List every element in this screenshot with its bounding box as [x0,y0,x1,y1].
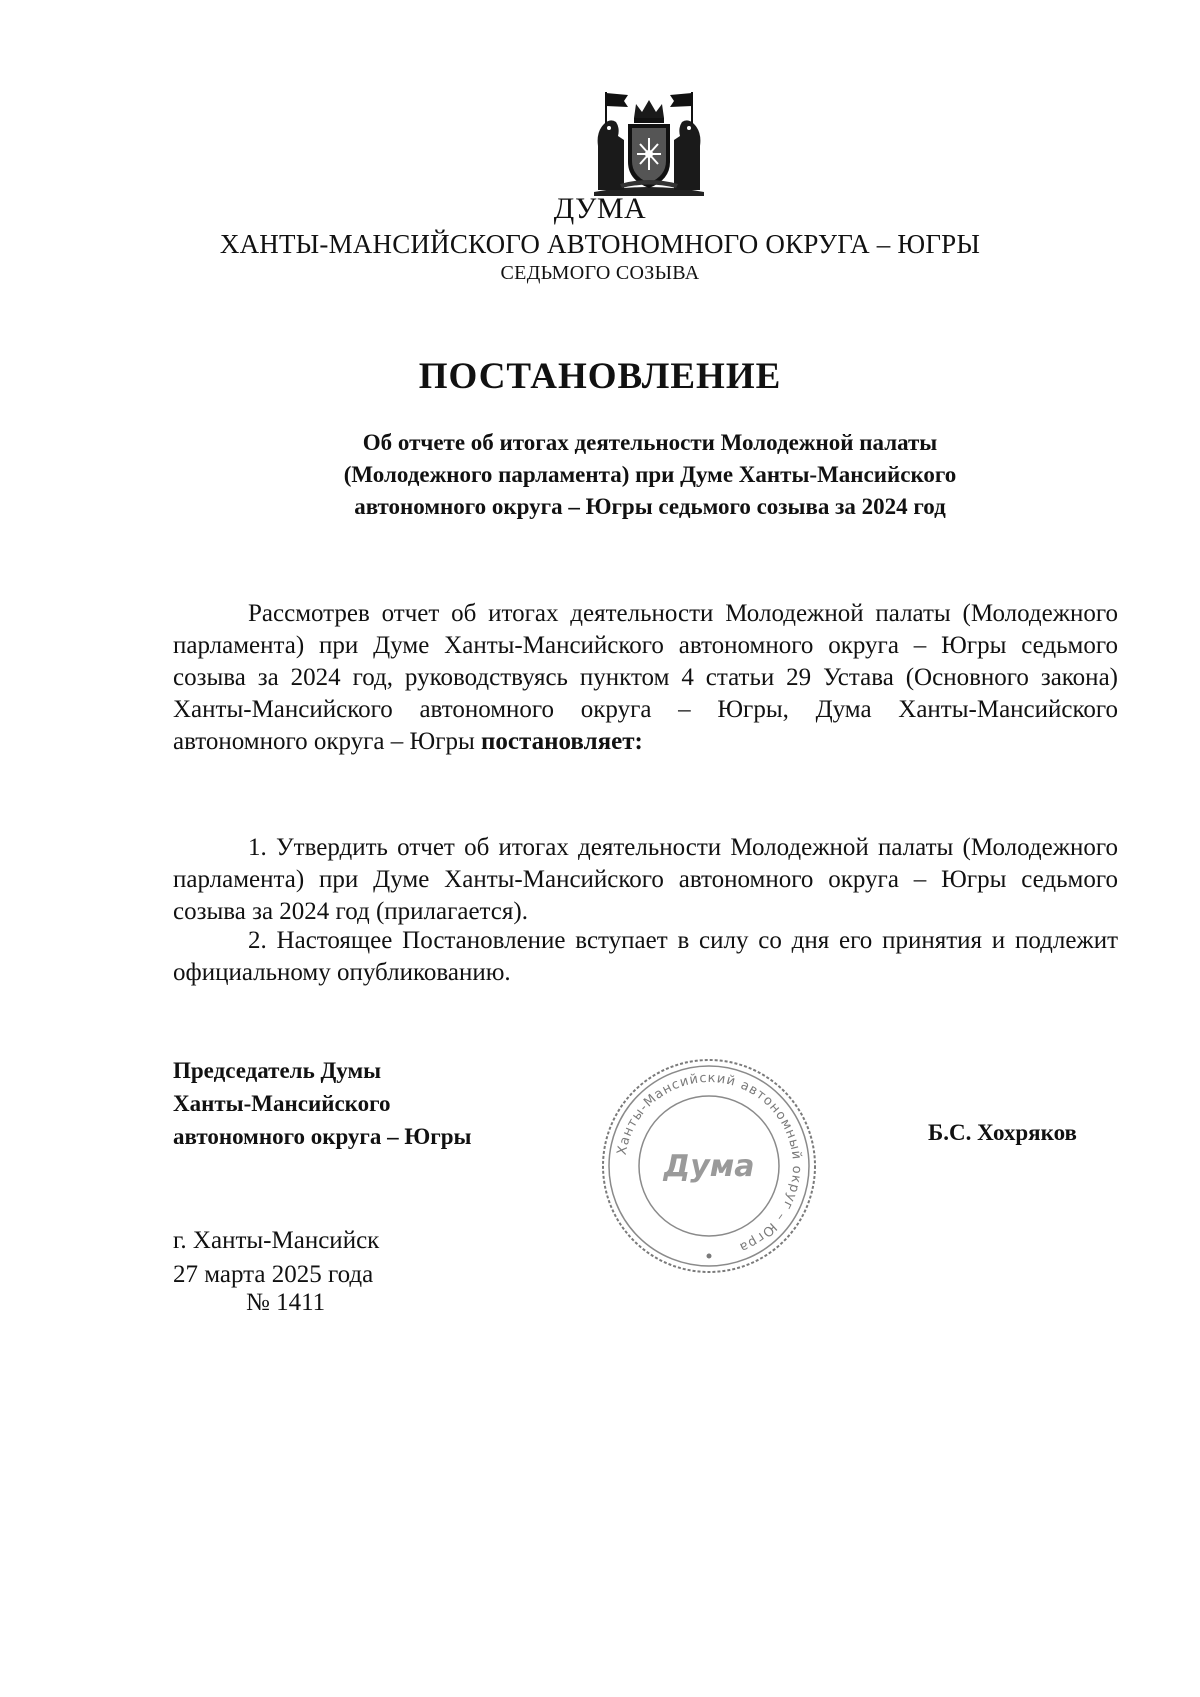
document-number: № 1411 [246,1289,326,1316]
place-text: г. Ханты-Мансийск [173,1227,380,1254]
subject-line: Об отчете об итогах деятельности Молодежной палаты [362,430,938,455]
preamble-paragraph [173,598,1118,758]
place-and-date [173,1224,379,1292]
signer-name: Б.С. Хохряков [928,1120,1077,1145]
resolution-item-1: 1. Утвердить отчет об итогах деятельности Молодежной палаты (Молодежного парламента) при Думе Ханты-Мансийского автономного округа – Югры седьмого созыва за 2024 год (прилагается). [173,834,1118,925]
coat-of-arms-icon [590,88,708,198]
organization-title: ДУМА [553,192,647,225]
position-line: Ханты-Мансийского [173,1091,391,1116]
position-line: Председатель Думы [173,1058,382,1083]
official-seal-icon [598,1055,820,1277]
subject-line: автономного округа – Югры седьмого созыва за 2024 год [354,494,946,519]
seal-ring-text: Ханты-Мансийский автономный округ – Югра [614,1070,805,1256]
subject-line: (Молодежного парламента) при Думе Ханты-Мансийского [343,462,957,487]
preamble-text: Рассмотрев отчет об итогах деятельности Молодежной палаты (Молодежного парламента) при Думе Ханты-Мансийского автономного округа – Югры седьмого созыва за 2024 год, руководствуясь пунктом 4 статьи 29 Устава (Основного закона) Ханты-Мансийского автономного округа – Югры, Дума Ханты-Мансийского автономного округа – Югры [173,600,1118,755]
organization-name: ХАНТЫ-МАНСИЙСКОГО АВТОНОМНОГО ОКРУГА – ЮГРЫ [219,229,981,259]
organization-convocation: СЕДЬМОГО СОЗЫВА [500,262,700,284]
document-subject [250,427,1050,523]
signatory-position [173,1054,471,1153]
position-line: автономного округа – Югры [173,1124,472,1149]
resolves-word: постановляет: [481,728,643,755]
document-type-heading: ПОСТАНОВЛЕНИЕ [418,356,782,397]
resolution-item-2: 2. Настоящее Постановление вступает в силу со дня его принятия и подлежит официальному опубликованию. [173,927,1118,986]
seal-center-text: Дума [663,1149,755,1184]
date-text: 27 марта 2025 года [173,1261,374,1288]
